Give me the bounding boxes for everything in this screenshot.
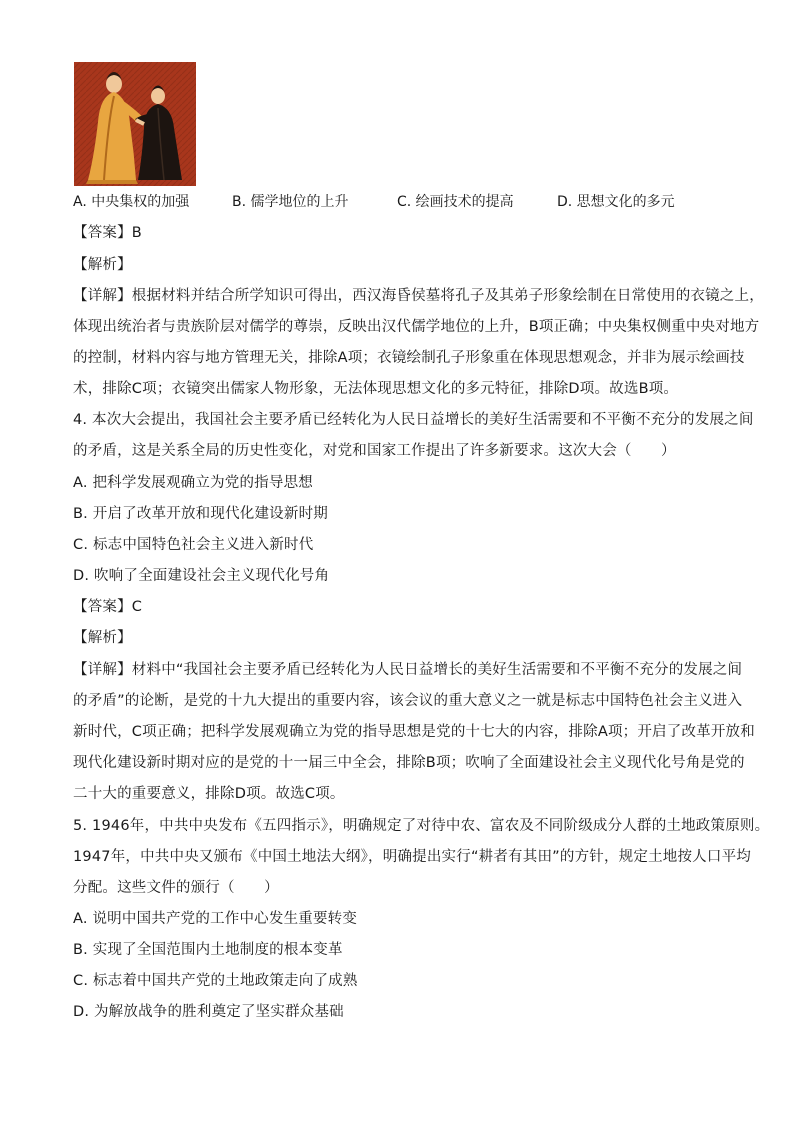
q4-analysis-heading: 【解析】 [73, 630, 132, 646]
q5-option-c: C. 标志着中国共产党的土地政策走向了成熟 [73, 973, 358, 989]
q3-option-b: B. 儒学地位的上升 [232, 194, 349, 210]
q3-option-c: C. 绘画技术的提高 [397, 194, 514, 210]
q3-answer: 【答案】B [73, 225, 142, 241]
q5-option-a: A. 说明中国共产党的工作中心发生重要转变 [73, 911, 358, 927]
q5-stem-line: 5. 1946年，中共中央发布《五四指示》，明确规定了对待中农、富农及不同阶级成分人群的土地政策原则。 [73, 818, 770, 834]
q4-stem-line: 的矛盾，这是关系全局的历史性变化，对党和国家工作提出了许多新要求。这次大会（ ） [73, 443, 676, 459]
confucius-painting-image [74, 62, 196, 186]
q3-detail-line: 体现出统治者与贵族阶层对儒学的尊崇，反映出汉代儒学地位的上升，B项正确；中央集权侧重中央对地方 [73, 319, 760, 335]
q4-option-b: B. 开启了改革开放和现代化建设新时期 [73, 506, 328, 522]
q3-detail-line: 术，排除C项；衣镜突出儒家人物形象，无法体现思想文化的多元特征，排除D项。故选B项。 [73, 381, 679, 397]
q4-detail-line: 新时代，C项正确；把科学发展观确立为党的指导思想是党的十七大的内容，排除A项；开启了改革开放和 [73, 724, 755, 740]
q4-detail-line: 【详解】材料中“我国社会主要矛盾已经转化为人民日益增长的美好生活需要和不平衡不充分的发展之间 [73, 662, 743, 678]
q5-stem-line: 分配。这些文件的颁行（ ） [73, 880, 279, 896]
q4-stem-line: 4. 本次大会提出，我国社会主要矛盾已经转化为人民日益增长的美好生活需要和不平衡不充分的发展之间 [73, 412, 754, 428]
q4-detail-line: 的矛盾”的论断，是党的十九大提出的重要内容，该会议的重大意义之一就是标志中国特色社会主义进入 [73, 693, 743, 709]
q5-option-b: B. 实现了全国范围内土地制度的根本变革 [73, 942, 343, 958]
q4-detail-line: 现代化建设新时期对应的是党的十一届三中全会，排除B项；吹响了全面建设社会主义现代化号角是党的 [73, 755, 745, 771]
q4-option-c: C. 标志中国特色社会主义进入新时代 [73, 537, 314, 553]
q3-analysis-heading: 【解析】 [73, 257, 132, 273]
q4-detail-line: 二十大的重要意义，排除D项。故选C项。 [73, 786, 345, 802]
q4-option-a: A. 把科学发展观确立为党的指导思想 [73, 475, 313, 491]
q5-option-d: D. 为解放战争的胜利奠定了坚实群众基础 [73, 1004, 344, 1020]
q3-option-a: A. 中央集权的加强 [73, 194, 190, 210]
q3-option-d: D. 思想文化的多元 [557, 194, 675, 210]
q4-option-d: D. 吹响了全面建设社会主义现代化号角 [73, 568, 330, 584]
q5-stem-line: 1947年，中共中央又颁布《中国土地法大纲》，明确提出实行“耕者有其田”的方针，规定土地按人口平均 [73, 849, 751, 865]
q4-answer: 【答案】C [73, 599, 143, 615]
q3-detail-line: 的控制，材料内容与地方管理无关，排除A项；衣镜绘制孔子形象重在体现思想观念，并非为展示绘画技 [73, 350, 745, 366]
q3-detail-line: 【详解】根据材料并结合所学知识可得出，西汉海昏侯墓将孔子及其弟子形象绘制在日常使用的衣镜之上， [73, 288, 764, 304]
